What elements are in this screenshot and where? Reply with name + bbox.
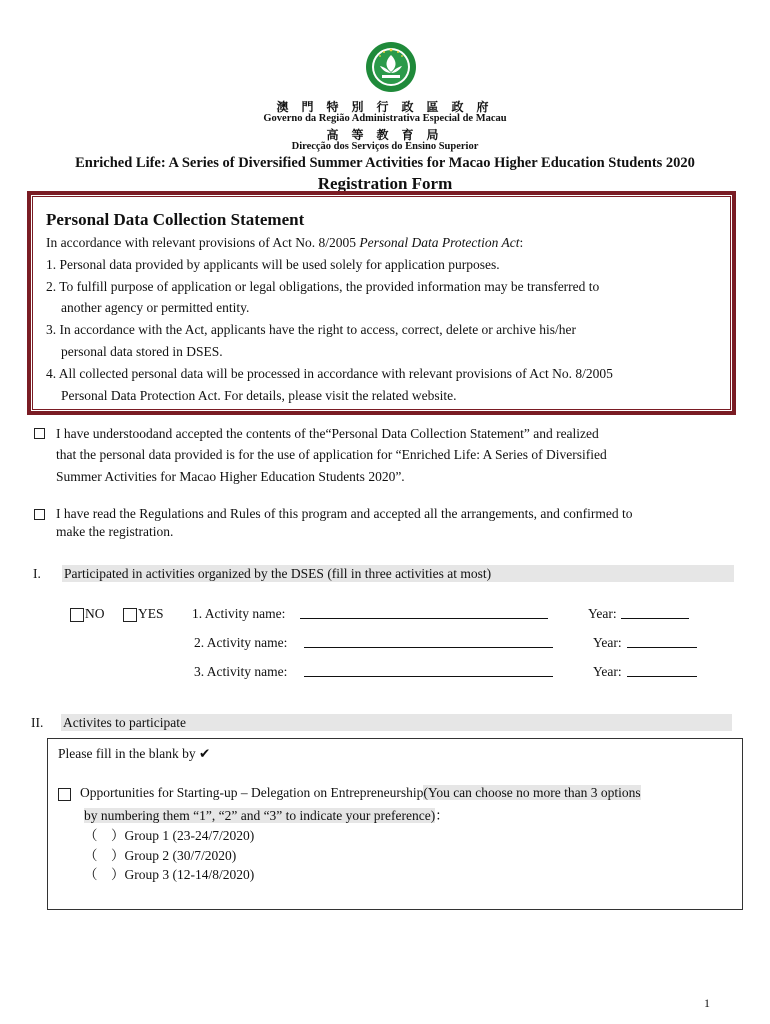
- group-option[interactable]: （ ）Group 3 (12-14/8/2020): [84, 867, 255, 882]
- no-label: NO: [85, 606, 105, 621]
- entrepreneurship-option-note-cont: by numbering them “1”, “2” and “3” to indicate your preference): [84, 808, 436, 823]
- read-rules-declaration-line: make the registration.: [56, 524, 174, 539]
- government-name-chinese: 澳 門 特 別 行 政 區 政 府: [276, 100, 494, 114]
- activity-year-field-1[interactable]: [621, 606, 689, 619]
- activity-name-field-3[interactable]: [304, 664, 553, 677]
- statement-line: another agency or permitted entity.: [61, 300, 250, 315]
- entrepreneurship-option-note: (You can choose no more than 3 options: [423, 785, 641, 800]
- check-mark-icon: ✔: [198, 746, 211, 761]
- statement-heading: Personal Data Collection Statement: [46, 210, 305, 229]
- statement-line: 4. All collected personal data will be processed in accordance with relevant provisions of Act No. 8/2005: [46, 366, 613, 381]
- read-rules-checkbox[interactable]: [34, 509, 45, 520]
- entrepreneurship-option-colon: ：: [435, 808, 449, 823]
- section-2-heading: Activites to participate: [63, 715, 186, 730]
- group-option[interactable]: （ ）Group 1 (23-24/7/2020): [84, 828, 255, 843]
- entrepreneurship-option-note-line: [84, 804, 449, 824]
- understood-declaration-line: Summer Activities for Macao Higher Education Students 2020”.: [56, 469, 405, 484]
- form-title: Registration Form: [317, 174, 453, 193]
- section-2-numeral: II.: [31, 715, 44, 730]
- statement-intro-act-name: Personal Data Protection Act: [359, 235, 520, 250]
- group-option[interactable]: （ ）Group 2 (30/7/2020): [84, 848, 237, 863]
- activity-year-label: Year:: [593, 635, 622, 650]
- activity-name-label: 3. Activity name:: [194, 664, 288, 679]
- activity-name-label: 1. Activity name:: [192, 606, 286, 621]
- entrepreneurship-option-text: Opportunities for Starting-up – Delegation on Entrepreneurship: [80, 785, 424, 800]
- yes-label: YES: [138, 606, 164, 621]
- activity-year-label: Year:: [593, 664, 622, 679]
- no-checkbox[interactable]: [70, 608, 84, 622]
- activity-year-label: Year:: [588, 606, 617, 621]
- statement-line: 1. Personal data provided by applicants will be used solely for application purposes.: [46, 257, 500, 272]
- activity-name-label: 2. Activity name:: [194, 635, 288, 650]
- activity-year-field-3[interactable]: [627, 664, 697, 677]
- department-name-chinese: 高 等 教 育 局: [326, 128, 444, 142]
- document-title: Enriched Life: A Series of Diversified Summer Activities for Macao Higher Education Students 2020: [75, 155, 695, 171]
- statement-line: 3. In accordance with the Act, applicants have the right to access, correct, delete or archive his/her: [46, 322, 577, 337]
- entrepreneurship-checkbox[interactable]: [58, 788, 71, 801]
- activity-year-field-2[interactable]: [627, 635, 697, 648]
- activity-name-field-1[interactable]: [300, 606, 548, 619]
- entrepreneurship-option: [80, 785, 641, 801]
- statement-line: 2. To fulfill purpose of application or legal obligations, the provided information may be transferred to: [46, 279, 600, 294]
- statement-line: Personal Data Protection Act. For details, please visit the related website.: [61, 388, 457, 403]
- department-name-portuguese: Direcção dos Serviços do Ensino Superior: [291, 141, 479, 152]
- macau-emblem-icon: [358, 40, 424, 94]
- statement-intro: [46, 235, 523, 251]
- section-1-numeral: I.: [33, 566, 41, 581]
- statement-line: personal data stored in DSES.: [61, 344, 223, 359]
- understood-declaration-line: that the personal data provided is for the use of application for “Enriched Life: A Series of Diversified: [56, 447, 607, 462]
- fill-instruction: [58, 746, 210, 762]
- section-1-heading: Participated in activities organized by the DSES (fill in three activities at most): [64, 566, 492, 581]
- yes-checkbox[interactable]: [123, 608, 137, 622]
- statement-intro-text: In accordance with relevant provisions of Act No. 8/2005: [46, 235, 360, 250]
- understood-declaration-line: I have understoodand accepted the contents of the“Personal Data Collection Statement” and realized: [56, 426, 599, 441]
- activity-name-field-2[interactable]: [304, 635, 553, 648]
- understood-checkbox[interactable]: [34, 428, 45, 439]
- government-name-portuguese: Governo da Região Administrativa Especial de Macau: [263, 113, 507, 124]
- statement-intro-colon: :: [519, 235, 524, 250]
- read-rules-declaration-line: I have read the Regulations and Rules of this program and accepted all the arrangements, and confirmed to: [56, 506, 633, 521]
- fill-instruction-text: Please fill in the blank by: [58, 746, 196, 761]
- page-number: 1: [704, 996, 710, 1010]
